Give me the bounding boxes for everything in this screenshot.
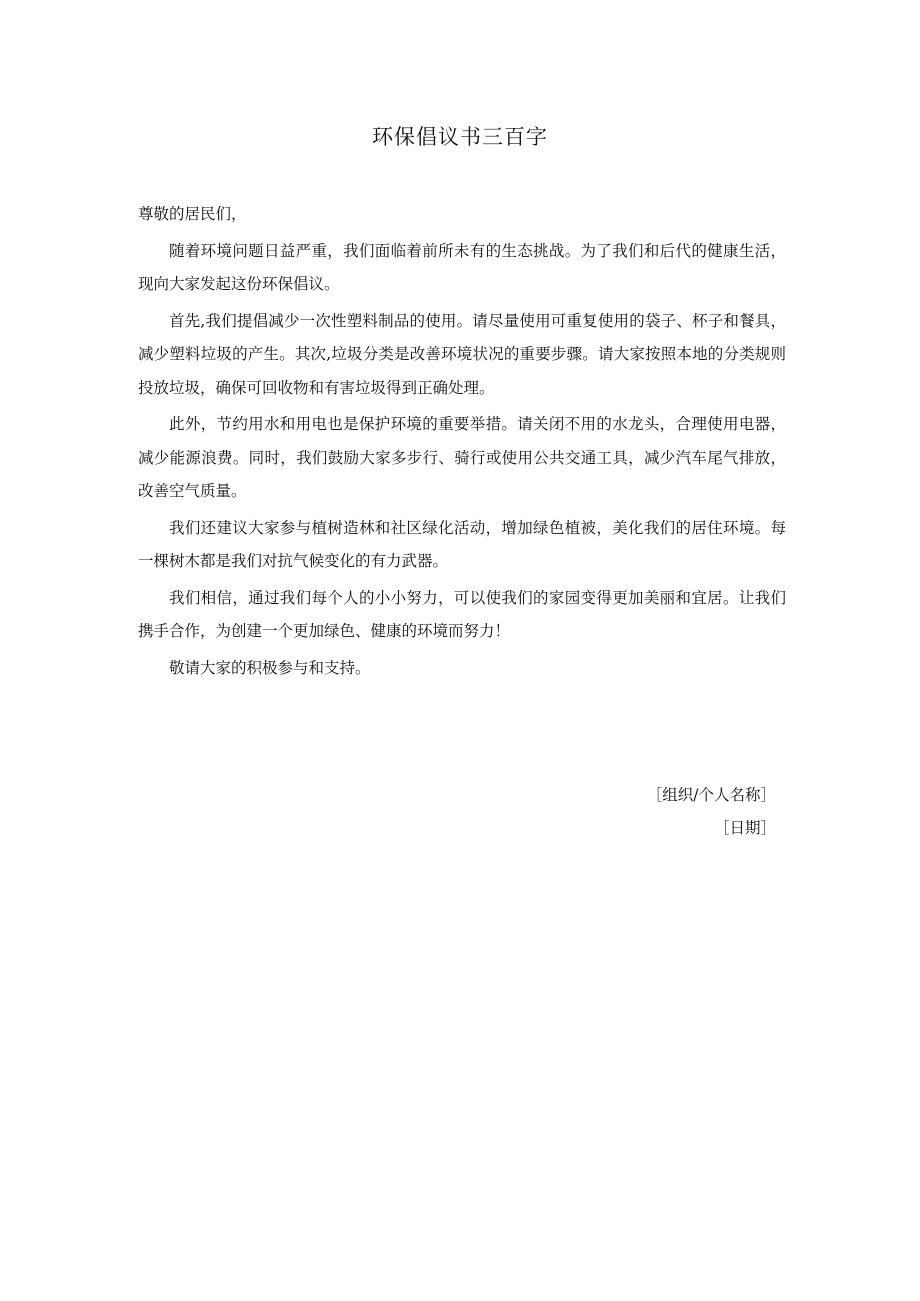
paragraph-greening: 我们还建议大家参与植树造林和社区绿化活动，增加绿色植被，美化我们的居住环境。每一棵树木都是我们对抗气候变化的有力武器。 bbox=[138, 518, 786, 570]
paragraph-closing: 敬请大家的积极参与和支持。 bbox=[169, 658, 371, 677]
paragraph-saving-energy: 此外，节约用水和用电也是保护环境的重要举措。请关闭不用的水龙头，合理使用电器，减少能源浪费。同时，我们鼓励大家多步行、骑行或使用公共交通工具，减少汽车尾气排放，改善空气质量。 bbox=[138, 415, 786, 500]
document-body bbox=[138, 198, 786, 688]
signature-organization: ［组织/个人名称］ bbox=[646, 786, 776, 804]
signature-date: ［日期］ bbox=[713, 819, 776, 837]
paragraph-call-to-action: 我们相信，通过我们每个人的小小努力，可以使我们的家园变得更加美丽和宜居。让我们携手合作，为创建一个更加绿色、健康的环境而努力！ bbox=[138, 588, 786, 640]
paragraph-intro: 随着环境问题日益严重，我们面临着前所未有的生态挑战。为了我们和后代的健康生活，现向大家发起这份环保倡议。 bbox=[138, 241, 786, 293]
signature-block bbox=[647, 779, 776, 845]
paragraph-plastic-and-sorting: 首先,我们提倡减少一次性塑料制品的使用。请尽量使用可重复使用的袋子、杯子和餐具，减少塑料垃圾的产生。其次,垃圾分类是改善环境状况的重要步骤。请大家按照本地的分类规则投放垃圾，确保可回收物和有害垃圾得到正确处理。 bbox=[138, 311, 786, 397]
document-title: 环保倡议书三百字 bbox=[372, 125, 548, 149]
salutation: 尊敬的居民们， bbox=[138, 205, 247, 223]
